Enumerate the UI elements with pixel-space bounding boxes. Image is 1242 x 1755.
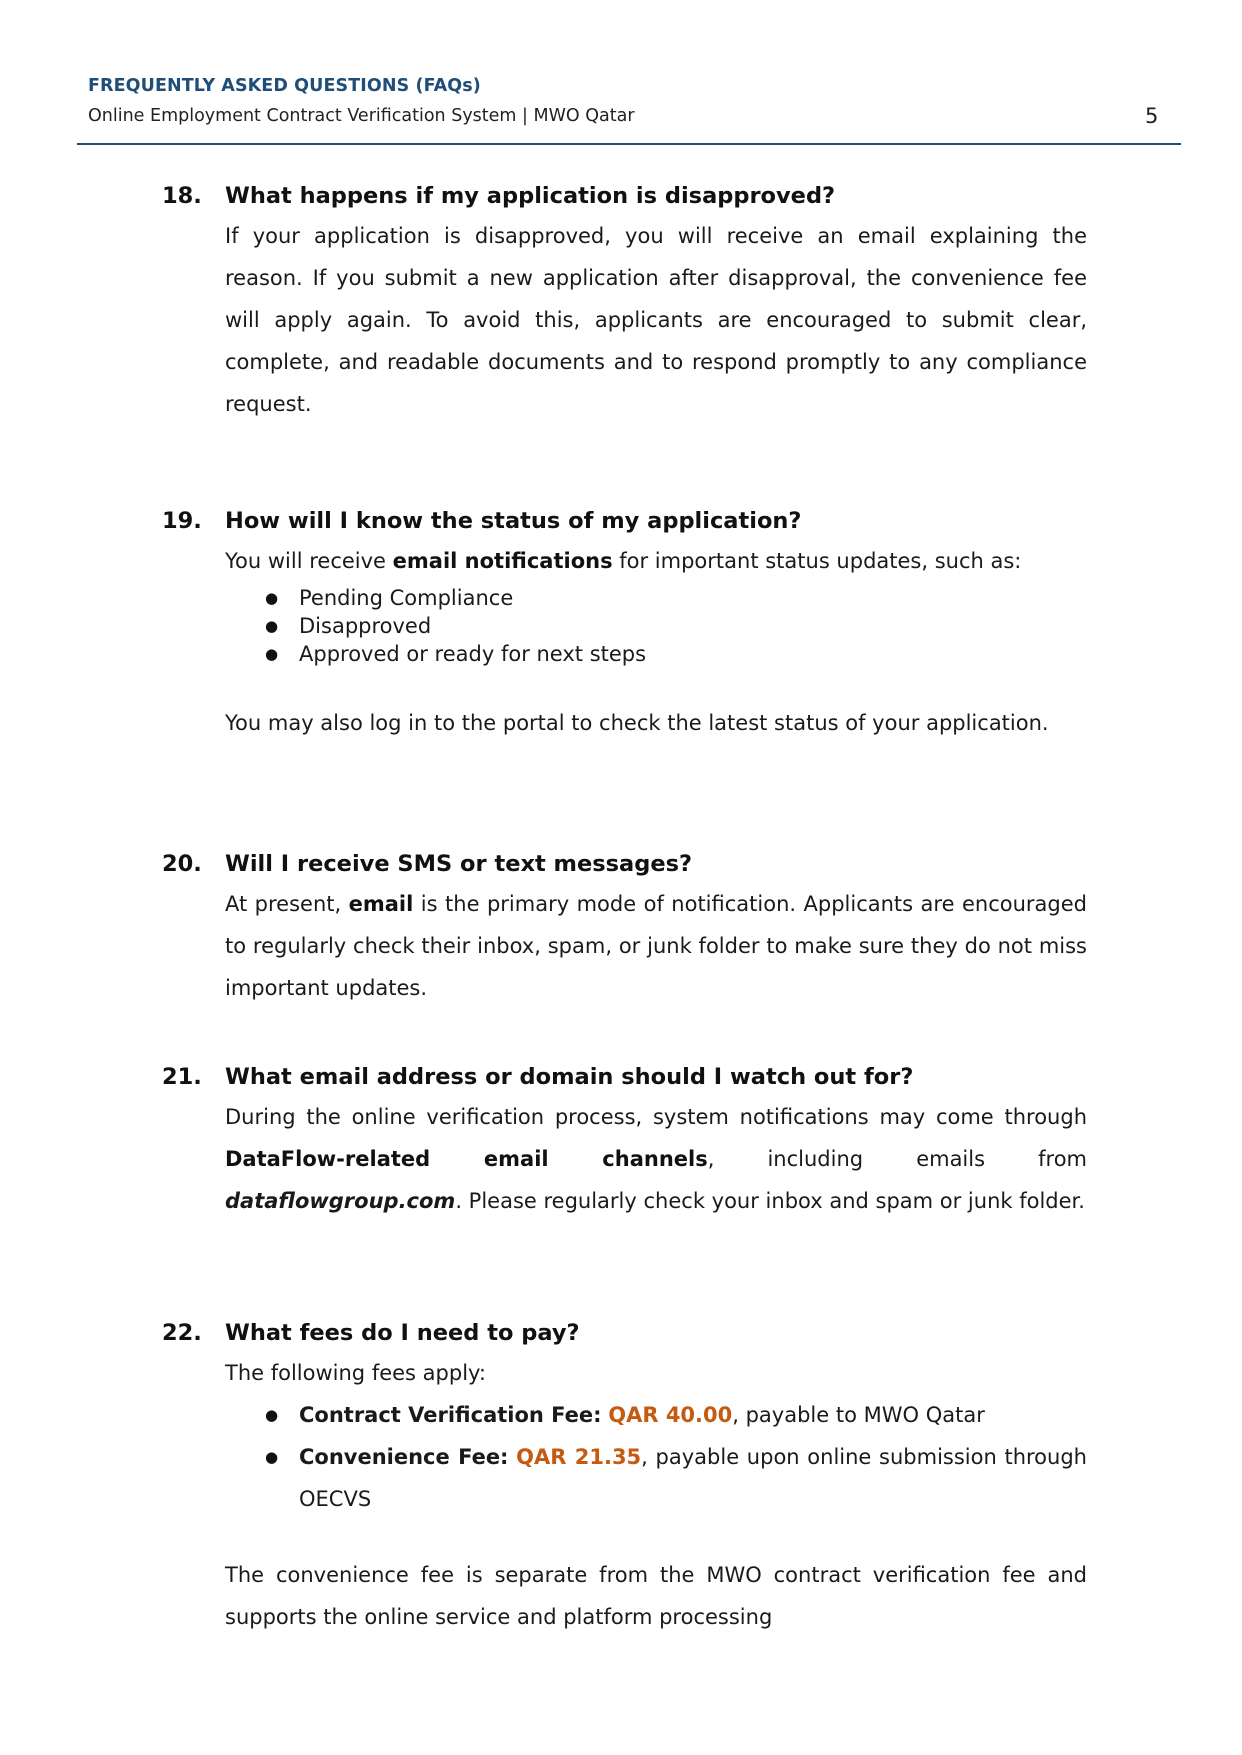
question-number: 22. [162,1320,202,1346]
page-number: 5 [1145,104,1159,128]
page-header [88,76,1180,126]
question-number: 19. [162,508,202,534]
answer-closing: You may also log in to the portal to check the latest status of your application. [225,711,1049,735]
answer-intro: You will receive email notifications for important status updates, such as: [225,549,1022,573]
header-divider [77,143,1181,145]
answer-intro: The following fees apply: [225,1361,487,1385]
header-title: FREQUENTLY ASKED QUESTIONS (FAQs) [88,76,481,96]
fee-list [225,1394,1087,1520]
fee-item-convenience: ● Convenience Fee: QAR 21.35, payable upon online submission through OECVS [225,1436,1087,1520]
faq-item-22 [162,1320,1087,1638]
header-subtitle: Online Employment Contract Verification System | MWO Qatar [88,106,635,126]
list-item: ● Approved or ready for next steps [225,640,1087,668]
question-text: Will I receive SMS or text messages? [225,851,693,877]
fee-amount: QAR 40.00 [608,1403,733,1427]
question-number: 21. [162,1064,202,1090]
faq-item-20 [162,851,1087,1009]
fee-amount: QAR 21.35 [516,1445,642,1469]
answer-closing: The convenience fee is separate from the MWO contract verification fee and supports the online service and platform processing [225,1563,1087,1629]
faq-item-21 [162,1064,1087,1222]
list-item: ● Disapproved [225,612,1087,640]
question-number: 18. [162,183,202,209]
list-item: ● Pending Compliance [225,584,1087,612]
email-domain: dataflowgroup.com [225,1189,456,1213]
answer-text: During the online verification process, system notifications may come through DataFlow-related email channels, including emails from dataflowgroup.com. Please regularly check your inbox and spam or junk folder. [225,1105,1087,1213]
faq-item-18 [162,183,1087,425]
answer-text: At present, email is the primary mode of notification. Applicants are encouraged to regularly check their inbox, spam, or junk folder to make sure they do not miss important updates. [225,892,1087,1000]
answer-text: If your application is disapproved, you will receive an email explaining the reason. If you submit a new application after disapproval, the convenience fee will apply again. To avoid this, applicants are encouraged to submit clear, complete, and readable documents and to respond promptly to any compliance request. [225,224,1087,416]
status-list [225,584,1087,668]
question-text: What happens if my application is disapproved? [225,183,836,209]
question-text: What email address or domain should I watch out for? [225,1064,914,1090]
question-text: How will I know the status of my application? [225,508,802,534]
question-number: 20. [162,851,202,877]
question-text: What fees do I need to pay? [225,1320,580,1346]
fee-item-contract-verification: ● Contract Verification Fee: QAR 40.00, payable to MWO Qatar [225,1394,1087,1436]
faq-item-19 [162,508,1087,744]
